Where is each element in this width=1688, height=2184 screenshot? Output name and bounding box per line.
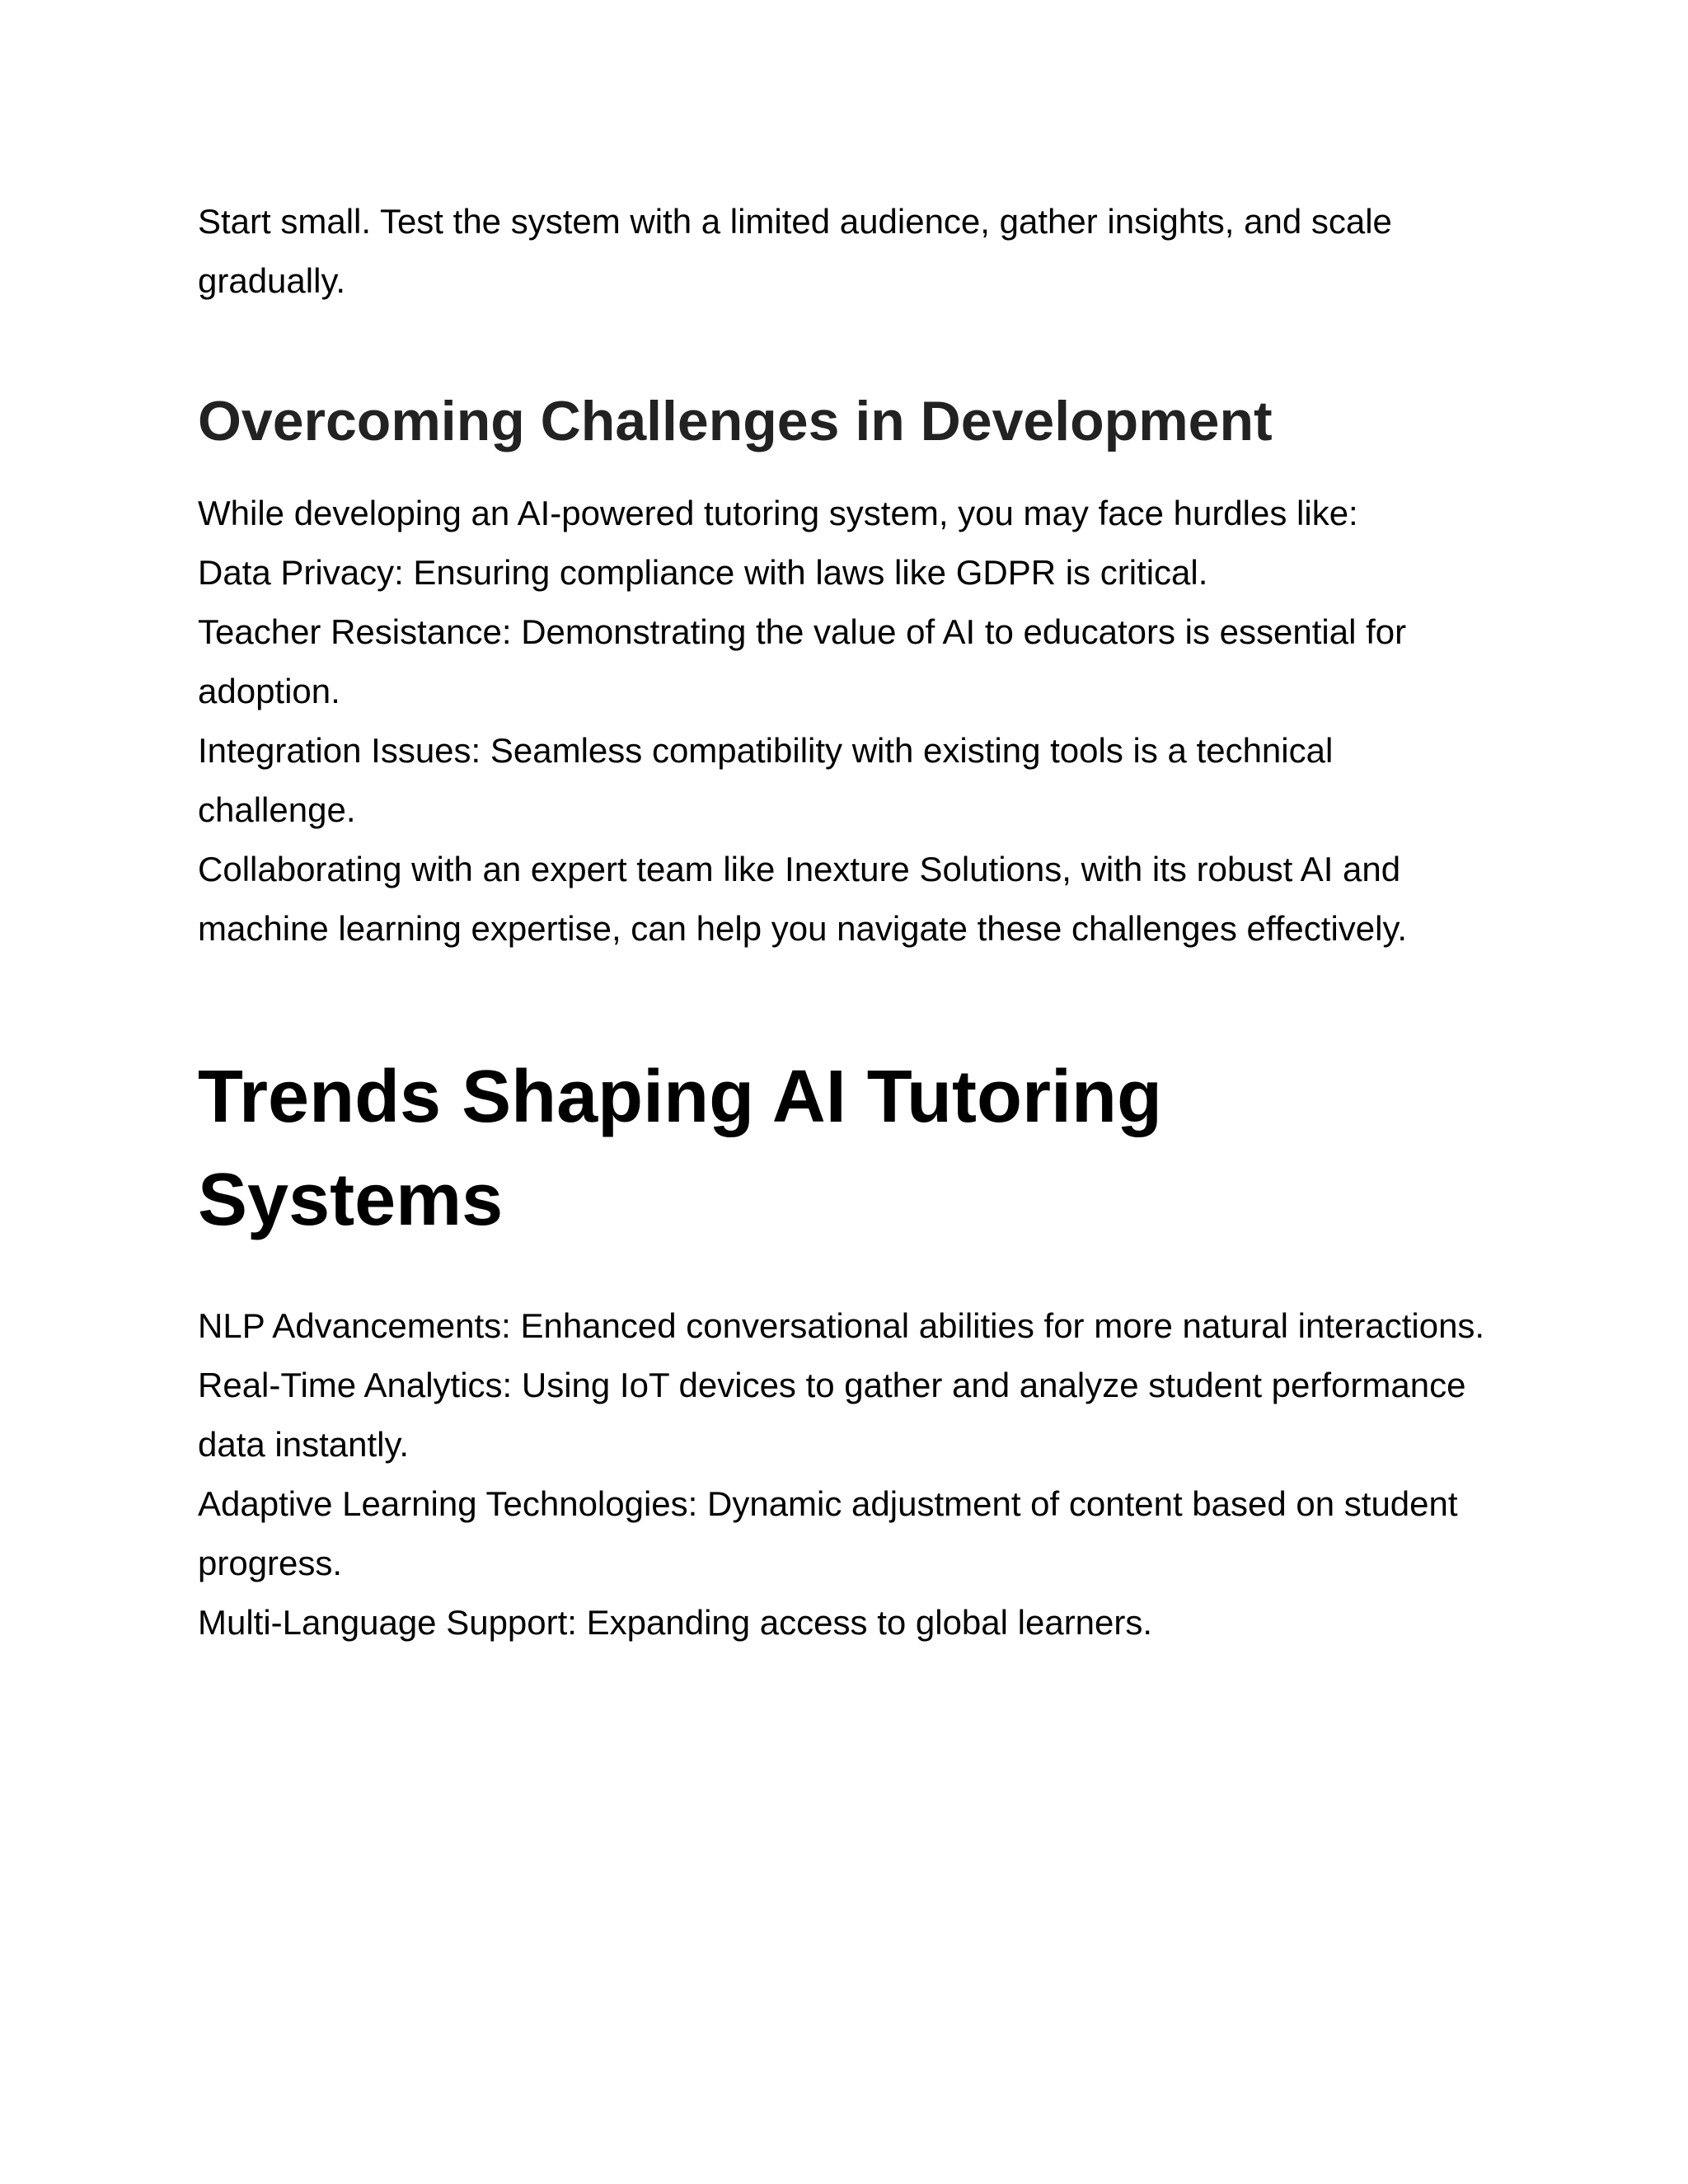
trend-item-multi-language: Multi-Language Support: Expanding access to global learners. xyxy=(198,1603,1153,1642)
challenges-heading: Overcoming Challenges in Development xyxy=(198,390,1273,452)
trend-item-nlp: NLP Advancements: Enhanced conversational abilities for more natural interactions. xyxy=(198,1306,1485,1345)
document-page xyxy=(198,192,1500,1652)
challenges-lead: While developing an AI-powered tutoring system, you may face hurdles like: xyxy=(198,494,1358,532)
trends-body xyxy=(198,1296,1500,1652)
challenge-item-teacher-resistance: Teacher Resistance: Demonstrating the value of AI to educators is essential for adoption. xyxy=(198,612,1407,710)
trends-heading: Trends Shaping AI Tutoring Systems xyxy=(198,1056,1162,1241)
challenge-item-integration-issues: Integration Issues: Seamless compatibility with existing tools is a technical challenge. xyxy=(198,731,1334,829)
trend-item-real-time-analytics: Real-Time Analytics: Using IoT devices to gather and analyze student performance data instantly. xyxy=(198,1366,1466,1464)
challenge-item-collaboration: Collaborating with an expert team like Inexture Solutions, with its robust AI and machine learning expertise, can help you navigate these challenges effectively. xyxy=(198,850,1408,948)
challenge-item-data-privacy: Data Privacy: Ensuring compliance with laws like GDPR is critical. xyxy=(198,553,1208,592)
trend-item-adaptive-learning: Adaptive Learning Technologies: Dynamic adjustment of content based on student progress. xyxy=(198,1484,1458,1582)
challenges-body xyxy=(198,484,1500,958)
intro-paragraph: Start small. Test the system with a limited audience, gather insights, and scale gradually. xyxy=(198,202,1392,300)
